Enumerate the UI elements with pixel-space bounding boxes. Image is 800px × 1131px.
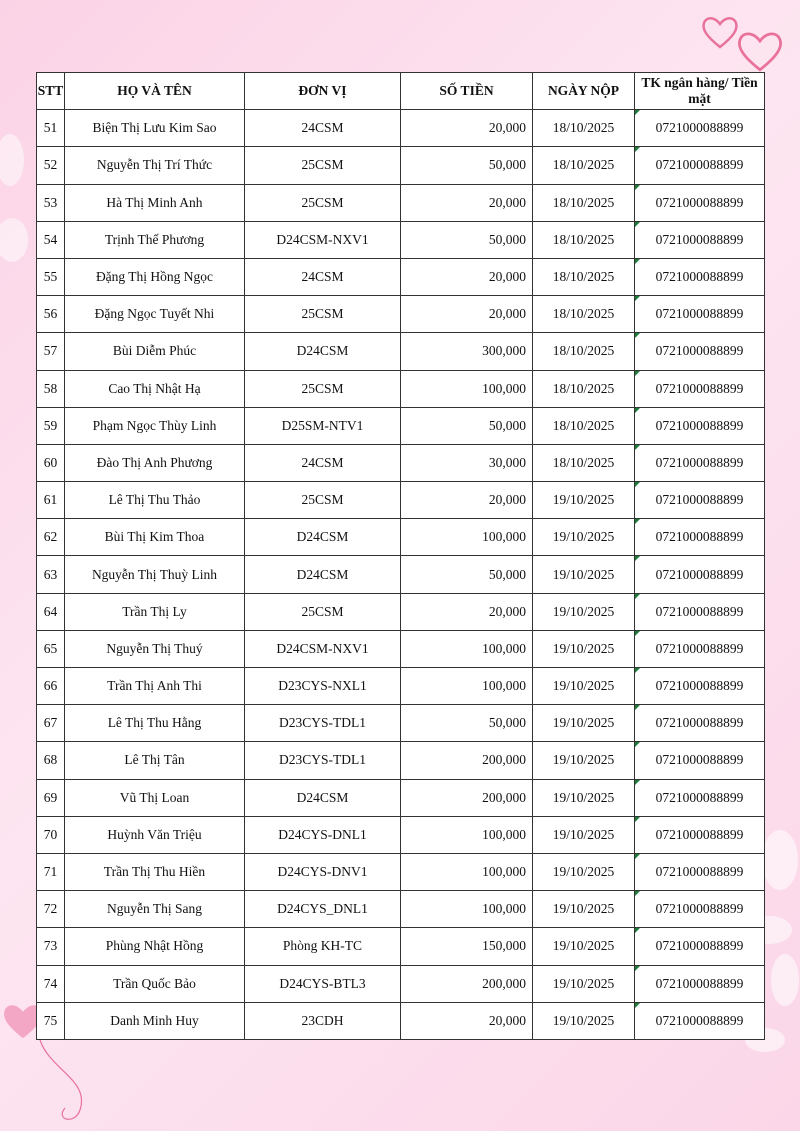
unit: 24CSM [245,258,401,295]
table-row [37,482,765,519]
unit: 25CSM [245,593,401,630]
member-name: Đặng Ngọc Tuyết Nhi [65,296,245,333]
payment-date: 18/10/2025 [533,184,635,221]
unit: D24CYS-DNL1 [245,816,401,853]
row-number: 62 [37,519,65,556]
member-name: Cao Thị Nhật Hạ [65,370,245,407]
payment-date: 18/10/2025 [533,147,635,184]
member-name: Lê Thị Tân [65,742,245,779]
account-number: 0721000088899 [635,965,765,1002]
account-number: 0721000088899 [635,779,765,816]
col-header-name: HỌ VÀ TÊN [65,73,245,110]
row-number: 54 [37,221,65,258]
amount: 150,000 [401,928,533,965]
unit: 25CSM [245,184,401,221]
payment-date: 19/10/2025 [533,853,635,890]
table-row [37,556,765,593]
table-row [37,630,765,667]
member-name: Hà Thị Minh Anh [65,184,245,221]
row-number: 60 [37,444,65,481]
unit: Phòng KH-TC [245,928,401,965]
row-number: 57 [37,333,65,370]
account-number: 0721000088899 [635,816,765,853]
col-header-amount: SỐ TIỀN [401,73,533,110]
payment-date: 18/10/2025 [533,110,635,147]
row-number: 72 [37,891,65,928]
payment-date: 19/10/2025 [533,1002,635,1039]
member-name: Lê Thị Thu Hằng [65,705,245,742]
unit: 25CSM [245,482,401,519]
row-number: 53 [37,184,65,221]
payment-date: 19/10/2025 [533,630,635,667]
amount: 20,000 [401,593,533,630]
unit: 23CDH [245,1002,401,1039]
unit: D25SM-NTV1 [245,407,401,444]
row-number: 74 [37,965,65,1002]
payment-date: 18/10/2025 [533,333,635,370]
unit: D24CSM [245,519,401,556]
amount: 20,000 [401,110,533,147]
amount: 100,000 [401,630,533,667]
account-number: 0721000088899 [635,742,765,779]
amount: 200,000 [401,779,533,816]
member-name: Danh Minh Huy [65,1002,245,1039]
table-row [37,407,765,444]
payment-date: 19/10/2025 [533,891,635,928]
row-number: 59 [37,407,65,444]
account-number: 0721000088899 [635,705,765,742]
amount: 20,000 [401,296,533,333]
account-number: 0721000088899 [635,630,765,667]
account-number: 0721000088899 [635,110,765,147]
unit: D23CYS-NXL1 [245,668,401,705]
table-row [37,221,765,258]
unit: D23CYS-TDL1 [245,742,401,779]
table-row [37,965,765,1002]
unit: D24CSM [245,333,401,370]
amount: 50,000 [401,221,533,258]
payment-date: 19/10/2025 [533,482,635,519]
payment-date: 19/10/2025 [533,816,635,853]
table-row [37,147,765,184]
table-row [37,705,765,742]
amount: 100,000 [401,891,533,928]
member-name: Nguyễn Thị Trí Thức [65,147,245,184]
unit: D24CSM [245,779,401,816]
payment-date: 19/10/2025 [533,668,635,705]
member-name: Huỳnh Văn Triệu [65,816,245,853]
table-row [37,184,765,221]
amount: 50,000 [401,147,533,184]
payment-date: 18/10/2025 [533,370,635,407]
table-row [37,258,765,295]
unit: 25CSM [245,147,401,184]
row-number: 66 [37,668,65,705]
unit: D23CYS-TDL1 [245,705,401,742]
amount: 50,000 [401,705,533,742]
amount: 100,000 [401,853,533,890]
amount: 100,000 [401,370,533,407]
row-number: 64 [37,593,65,630]
member-name: Vũ Thị Loan [65,779,245,816]
row-number: 71 [37,853,65,890]
table-row [37,519,765,556]
row-number: 75 [37,1002,65,1039]
account-number: 0721000088899 [635,184,765,221]
row-number: 56 [37,296,65,333]
unit: D24CYS-DNV1 [245,853,401,890]
amount: 20,000 [401,1002,533,1039]
account-number: 0721000088899 [635,853,765,890]
payment-date: 18/10/2025 [533,407,635,444]
unit: D24CSM-NXV1 [245,630,401,667]
member-name: Lê Thị Thu Thảo [65,482,245,519]
account-number: 0721000088899 [635,221,765,258]
unit: D24CSM-NXV1 [245,221,401,258]
row-number: 58 [37,370,65,407]
row-number: 61 [37,482,65,519]
heart-outline-icon [700,14,740,50]
unit: D24CSM [245,556,401,593]
account-number: 0721000088899 [635,147,765,184]
col-header-date: NGÀY NỘP [533,73,635,110]
table-row [37,444,765,481]
member-name: Nguyễn Thị Thuý [65,630,245,667]
amount: 20,000 [401,482,533,519]
amount: 20,000 [401,258,533,295]
account-number: 0721000088899 [635,444,765,481]
member-name: Trần Thị Thu Hiền [65,853,245,890]
account-number: 0721000088899 [635,928,765,965]
unit: 25CSM [245,370,401,407]
member-name: Trần Thị Ly [65,593,245,630]
table-row [37,1002,765,1039]
table-row [37,668,765,705]
payment-date: 19/10/2025 [533,519,635,556]
table-row [37,333,765,370]
account-number: 0721000088899 [635,556,765,593]
row-number: 65 [37,630,65,667]
unit: 24CSM [245,110,401,147]
table-row [37,816,765,853]
table-row [37,593,765,630]
unit: 25CSM [245,296,401,333]
member-name: Phùng Nhật Hồng [65,928,245,965]
account-number: 0721000088899 [635,482,765,519]
payment-date: 18/10/2025 [533,296,635,333]
heart-outline-icon [735,28,785,74]
col-header-stt: STT [37,73,65,110]
payment-date: 19/10/2025 [533,705,635,742]
row-number: 52 [37,147,65,184]
table-row [37,891,765,928]
account-number: 0721000088899 [635,593,765,630]
table-row [37,110,765,147]
table-row [37,742,765,779]
row-number: 68 [37,742,65,779]
col-header-account: TK ngân hàng/ Tiền mặt [635,73,765,110]
payment-date: 19/10/2025 [533,779,635,816]
member-name: Đặng Thị Hồng Ngọc [65,258,245,295]
table-row [37,928,765,965]
member-name: Bùi Thị Kim Thoa [65,519,245,556]
table-row [37,853,765,890]
row-number: 73 [37,928,65,965]
payment-date: 19/10/2025 [533,742,635,779]
payment-date: 19/10/2025 [533,593,635,630]
payment-date: 18/10/2025 [533,221,635,258]
account-number: 0721000088899 [635,333,765,370]
table-row [37,779,765,816]
payment-date: 19/10/2025 [533,556,635,593]
curl-line-icon [20,1040,110,1130]
account-number: 0721000088899 [635,296,765,333]
member-name: Nguyễn Thị Sang [65,891,245,928]
member-name: Trần Thị Anh Thi [65,668,245,705]
payment-date: 19/10/2025 [533,965,635,1002]
col-header-unit: ĐƠN VỊ [245,73,401,110]
amount: 300,000 [401,333,533,370]
amount: 200,000 [401,742,533,779]
payment-date: 18/10/2025 [533,444,635,481]
row-number: 51 [37,110,65,147]
account-number: 0721000088899 [635,1002,765,1039]
flower-icon [0,130,36,290]
account-number: 0721000088899 [635,258,765,295]
account-number: 0721000088899 [635,891,765,928]
payment-date: 19/10/2025 [533,928,635,965]
row-number: 63 [37,556,65,593]
payment-date: 18/10/2025 [533,258,635,295]
amount: 50,000 [401,407,533,444]
member-name: Đào Thị Anh Phương [65,444,245,481]
member-name: Trần Quốc Bảo [65,965,245,1002]
unit: D24CYS_DNL1 [245,891,401,928]
unit: 24CSM [245,444,401,481]
amount: 100,000 [401,816,533,853]
row-number: 67 [37,705,65,742]
amount: 100,000 [401,519,533,556]
account-number: 0721000088899 [635,668,765,705]
member-name: Phạm Ngọc Thùy Linh [65,407,245,444]
amount: 20,000 [401,184,533,221]
member-name: Bùi Diễm Phúc [65,333,245,370]
table-row [37,370,765,407]
amount: 50,000 [401,556,533,593]
member-name: Trịnh Thế Phương [65,221,245,258]
unit: D24CYS-BTL3 [245,965,401,1002]
account-number: 0721000088899 [635,519,765,556]
row-number: 69 [37,779,65,816]
amount: 30,000 [401,444,533,481]
table-row [37,296,765,333]
amount: 100,000 [401,668,533,705]
member-name: Biện Thị Lưu Kim Sao [65,110,245,147]
table-header-row [37,73,765,110]
account-number: 0721000088899 [635,407,765,444]
row-number: 70 [37,816,65,853]
row-number: 55 [37,258,65,295]
amount: 200,000 [401,965,533,1002]
contribution-table [36,72,765,1040]
table-body [37,110,765,1040]
member-name: Nguyễn Thị Thuỳ Linh [65,556,245,593]
account-number: 0721000088899 [635,370,765,407]
